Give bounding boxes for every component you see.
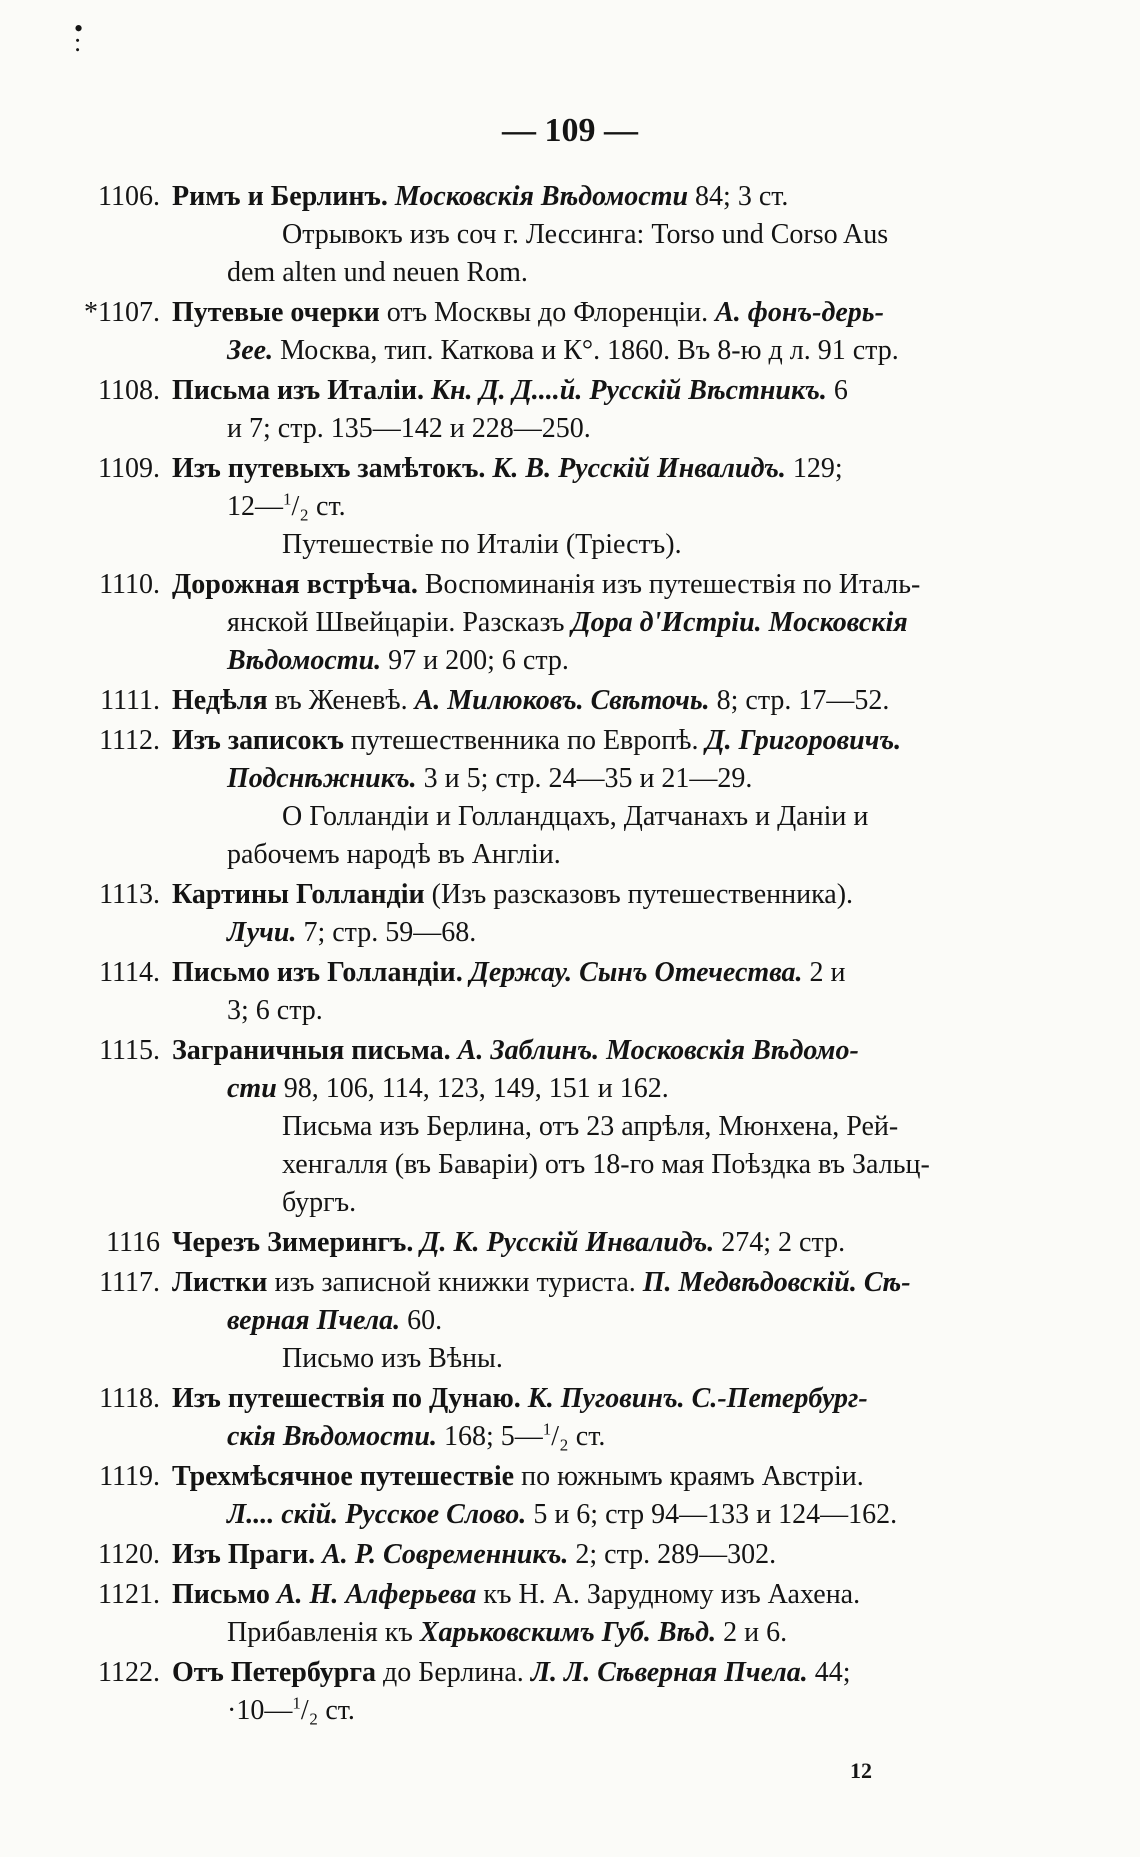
entry-text: 8; стр. 17—52. bbox=[709, 685, 890, 716]
entry-text: изъ записной книжки туриста. bbox=[267, 1267, 643, 1298]
entry-line bbox=[172, 566, 1080, 604]
entry-title: Изъ путешествія по Дунаю. bbox=[172, 1383, 521, 1414]
entry-source: Л.... скій. Русское Слово. bbox=[227, 1499, 527, 1530]
entry-source: К. В. Русскій Инвалидъ. bbox=[492, 453, 786, 484]
entry-text: и 7; стр. 135—142 и 228—250. bbox=[227, 413, 591, 444]
entry-note-line bbox=[172, 1340, 1080, 1378]
entry-text: янской Швейцаріи. Разсказъ bbox=[227, 607, 572, 638]
entry-text: Отрывокъ изъ соч г. Лессинга: Torso und Corso Aus bbox=[282, 219, 889, 250]
entry-source: А. Милюковъ. Свѣточь. bbox=[414, 685, 710, 716]
entry-text: 168; 5— bbox=[436, 1421, 543, 1452]
entry-text: 7; стр. 59—68. bbox=[296, 917, 477, 948]
entry-line bbox=[172, 1032, 1080, 1070]
entry-text bbox=[463, 957, 470, 988]
entry-text bbox=[388, 181, 395, 212]
entry-text: ·10— bbox=[227, 1695, 293, 1726]
entry-text: въ Женевѣ. bbox=[267, 685, 415, 716]
entry-line bbox=[172, 1536, 1080, 1574]
entry-text: 2 и 6. bbox=[716, 1617, 788, 1648]
entry-source: Харьковскимъ Губ. Вѣд. bbox=[419, 1617, 717, 1648]
entry-text: /₂ ст. bbox=[551, 1421, 606, 1452]
bibliography-entry bbox=[60, 1264, 1080, 1378]
entry-source: А. Заблинъ. Московскія Вѣдомо- bbox=[457, 1035, 859, 1066]
entry-number: 1120. bbox=[98, 1539, 160, 1570]
entry-text: 3 и 5; стр. 24—35 и 21—29. bbox=[416, 763, 753, 794]
entry-text: Путешествіе по Италіи (Тріестъ). bbox=[282, 529, 682, 560]
entry-number: 1122. bbox=[98, 1657, 160, 1688]
entry-note-line bbox=[172, 1146, 1080, 1184]
entry-source: Вѣдомости. bbox=[227, 645, 382, 676]
entry-line bbox=[172, 1458, 1080, 1496]
entry-line bbox=[172, 876, 1080, 914]
entry-title: Римъ и Берлинъ. bbox=[172, 181, 388, 212]
entry-text bbox=[424, 375, 431, 406]
entry-source: Д. Григоровичъ. bbox=[705, 725, 902, 756]
entry-text: 97 и 200; 6 стр. bbox=[381, 645, 569, 676]
entry-source: Дора д'Истріи. Московскія bbox=[571, 607, 908, 638]
entry-line bbox=[172, 954, 1080, 992]
entry-text: 60. bbox=[400, 1305, 443, 1336]
bibliography-entry bbox=[60, 566, 1080, 680]
entry-line bbox=[172, 1614, 1080, 1652]
entry-line bbox=[172, 1654, 1080, 1692]
entry-number: *1107. bbox=[84, 297, 160, 328]
entry-note-line bbox=[172, 798, 1080, 836]
entry-line bbox=[172, 1496, 1080, 1534]
entry-source: Л. Л. Сѣверная Пчела. bbox=[530, 1657, 808, 1688]
entry-title: Листки bbox=[172, 1267, 268, 1298]
entry-text bbox=[451, 1035, 458, 1066]
fraction-numerator: 1 bbox=[283, 489, 292, 509]
entry-text: 2; стр. 289—302. bbox=[568, 1539, 777, 1570]
entry-title: Отъ Петербурга bbox=[172, 1657, 377, 1688]
entry-line bbox=[172, 722, 1080, 760]
entry-number: 1113. bbox=[99, 879, 160, 910]
entry-text: 44; bbox=[807, 1657, 851, 1688]
bibliography-entry bbox=[60, 450, 1080, 564]
entry-number: 1112. bbox=[99, 725, 160, 756]
bibliography-entry bbox=[60, 1654, 1080, 1730]
printer-signature-mark: 12 bbox=[850, 1758, 872, 1783]
entry-text: 129; bbox=[785, 453, 843, 484]
entry-text: О Голландіи и Голландцахъ, Датчанахъ и Даніи и bbox=[282, 801, 869, 832]
page-number: — 109 — bbox=[502, 112, 638, 149]
bibliography-entry bbox=[60, 178, 1080, 292]
entry-title: Заграничныя письма. bbox=[172, 1035, 451, 1066]
bibliography-entry bbox=[60, 722, 1080, 874]
bibliography-entry bbox=[60, 372, 1080, 448]
entry-number: 1106. bbox=[98, 181, 160, 212]
entry-number: 1114. bbox=[99, 957, 160, 988]
entry-line bbox=[172, 642, 1080, 680]
entry-title: Письмо bbox=[172, 1579, 270, 1610]
entry-line bbox=[172, 1576, 1080, 1614]
entry-source: сти bbox=[227, 1073, 277, 1104]
entry-text: 2 и bbox=[802, 957, 846, 988]
entry-title: Изъ Праги. bbox=[172, 1539, 316, 1570]
entry-text: Письмо изъ Вѣны. bbox=[282, 1343, 503, 1374]
entry-title: Черезъ Зимерингъ. bbox=[172, 1227, 414, 1258]
bibliography-list bbox=[60, 178, 1080, 1732]
entry-title: Недѣля bbox=[172, 685, 268, 716]
entry-line bbox=[172, 1380, 1080, 1418]
entry-source: скія Вѣдомости. bbox=[227, 1421, 437, 1452]
entry-line bbox=[172, 294, 1080, 332]
bibliography-entry bbox=[60, 876, 1080, 952]
entry-text: 98, 106, 114, 123, 149, 151 и 162. bbox=[276, 1073, 669, 1104]
entry-title: Путевые очерки bbox=[172, 297, 380, 328]
bibliography-entry bbox=[60, 1380, 1080, 1456]
entry-text: 12— bbox=[227, 491, 283, 522]
entry-line bbox=[172, 914, 1080, 952]
entry-source: Держау. Сынъ Отечества. bbox=[469, 957, 803, 988]
entry-text: 84; 3 ст. bbox=[688, 181, 789, 212]
entry-text: къ Н. А. Зарудному изъ Аахена. bbox=[476, 1579, 861, 1610]
entry-line bbox=[172, 372, 1080, 410]
entry-line bbox=[172, 488, 1080, 526]
bibliography-entry bbox=[60, 1032, 1080, 1222]
bibliography-entry bbox=[60, 682, 1080, 720]
entry-note-line bbox=[172, 1184, 1080, 1222]
entry-text: /₂ ст. bbox=[300, 1695, 355, 1726]
entry-number: 1119. bbox=[99, 1461, 160, 1492]
entry-text: Прибавленія къ bbox=[227, 1617, 420, 1648]
corner-mark: • : bbox=[74, 14, 84, 57]
entry-text: dem alten und neuen Rom. bbox=[227, 257, 528, 288]
bibliography-entry bbox=[60, 1458, 1080, 1534]
entry-number: 1115. bbox=[99, 1035, 160, 1066]
entry-line bbox=[172, 1264, 1080, 1302]
entry-number: 1109. bbox=[98, 453, 160, 484]
entry-source: Зее. bbox=[227, 335, 274, 366]
entry-source: К. Пуговинъ. С.-Петербург- bbox=[527, 1383, 868, 1414]
entry-text: по южнымъ краямъ Австріи. bbox=[514, 1461, 864, 1492]
entry-line bbox=[172, 604, 1080, 642]
entry-source: Д. К. Русскій Инвалидъ. bbox=[420, 1227, 715, 1258]
entry-source: Подснѣжникъ. bbox=[227, 763, 417, 794]
entry-text: (Изъ разсказовъ путешественника). bbox=[424, 879, 854, 910]
entry-line bbox=[172, 254, 1080, 292]
entry-line bbox=[172, 1302, 1080, 1340]
entry-number: 1111. bbox=[100, 685, 160, 716]
entry-text: путешественника по Европѣ. bbox=[343, 725, 706, 756]
entry-title: Письмо изъ Голландіи. bbox=[172, 957, 463, 988]
entry-source: верная Пчела. bbox=[227, 1305, 401, 1336]
entry-text: /₂ ст. bbox=[291, 491, 346, 522]
entry-text: рабочемъ народѣ въ Англіи. bbox=[227, 839, 561, 870]
entry-text: Москва, тип. Каткова и К°. 1860. Въ 8-ю д л. 91 стр. bbox=[273, 335, 899, 366]
entry-source: А. Р. Современникъ. bbox=[322, 1539, 569, 1570]
entry-text: Воспоминанія изъ путешествія по Италь- bbox=[417, 569, 921, 600]
entry-line bbox=[172, 450, 1080, 488]
entry-line bbox=[172, 1692, 1080, 1730]
entry-line bbox=[172, 992, 1080, 1030]
entry-text: 6 bbox=[826, 375, 848, 406]
entry-text: 5 и 6; стр 94—133 и 124—162. bbox=[526, 1499, 898, 1530]
entry-text: бургъ. bbox=[282, 1187, 357, 1218]
entry-text: 274; 2 стр. bbox=[714, 1227, 846, 1258]
bibliography-entry bbox=[60, 1576, 1080, 1652]
entry-title: Картины Голландіи bbox=[172, 879, 425, 910]
entry-source: Лучи. bbox=[227, 917, 297, 948]
entry-line bbox=[172, 1070, 1080, 1108]
entry-source: П. Медвѣдовскій. Сѣ- bbox=[642, 1267, 911, 1298]
entry-line bbox=[172, 682, 1080, 720]
entry-source: А. фонъ-дерь- bbox=[715, 297, 884, 328]
entry-note-line bbox=[172, 526, 1080, 564]
entry-number: 1110. bbox=[99, 569, 160, 600]
entry-line bbox=[172, 178, 1080, 216]
entry-line bbox=[172, 836, 1080, 874]
entry-line bbox=[172, 332, 1080, 370]
entry-source: Московскія Вѣдомости bbox=[394, 181, 689, 212]
bibliography-entry bbox=[60, 1224, 1080, 1262]
entry-line bbox=[172, 1224, 1080, 1262]
entry-number: 1108. bbox=[98, 375, 160, 406]
entry-line bbox=[172, 760, 1080, 798]
entry-text: Письма изъ Берлина, отъ 23 апрѣля, Мюнхена, Рей- bbox=[282, 1111, 899, 1142]
entry-note-line bbox=[172, 1108, 1080, 1146]
entry-text bbox=[270, 1579, 277, 1610]
entry-text: хенгалля (въ Баваріи) отъ 18-го мая Поѣздка въ Зальц- bbox=[282, 1149, 930, 1180]
entry-title: Дорожная встрѣча. bbox=[172, 569, 418, 600]
entry-line bbox=[172, 410, 1080, 448]
entry-line bbox=[172, 1418, 1080, 1456]
entry-number: 1117. bbox=[99, 1267, 160, 1298]
entry-text bbox=[521, 1383, 528, 1414]
entry-text: 3; 6 стр. bbox=[227, 995, 323, 1026]
entry-source: А. Н. Алферьева bbox=[276, 1579, 477, 1610]
entry-title: Изъ путевыхъ замѣтокъ. bbox=[172, 453, 486, 484]
entry-source: Кн. Д. Д....й. Русскій Вѣстникъ. bbox=[431, 375, 827, 406]
entry-title: Изъ записокъ bbox=[172, 725, 344, 756]
bibliography-entry bbox=[60, 1536, 1080, 1574]
entry-number: 1116 bbox=[106, 1227, 160, 1258]
entry-text: отъ Москвы до Флоренціи. bbox=[379, 297, 716, 328]
entry-note-line bbox=[172, 216, 1080, 254]
entry-number: 1121. bbox=[98, 1579, 160, 1610]
bibliography-entry bbox=[60, 954, 1080, 1030]
fraction-numerator: 1 bbox=[292, 1693, 301, 1713]
entry-title: Трехмѣсячное путешествіе bbox=[172, 1461, 515, 1492]
bibliography-entry bbox=[60, 294, 1080, 370]
entry-number: 1118. bbox=[99, 1383, 160, 1414]
entry-title: Письма изъ Италіи. bbox=[172, 375, 424, 406]
entry-text: до Берлина. bbox=[376, 1657, 531, 1688]
fraction-numerator: 1 bbox=[542, 1419, 552, 1439]
